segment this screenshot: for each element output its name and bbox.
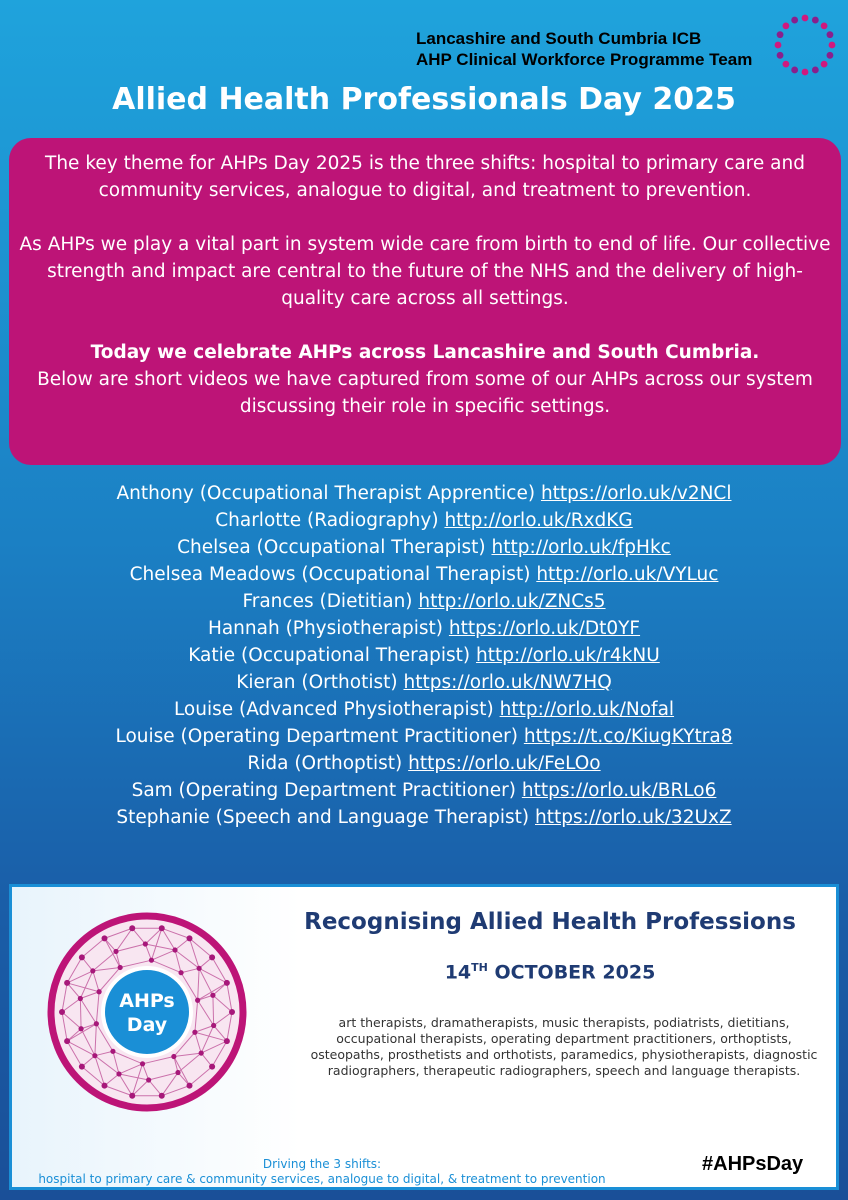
date-day: 14	[444, 961, 472, 984]
list-item	[0, 750, 848, 777]
date-rest: OCTOBER 2025	[487, 961, 656, 984]
video-person: Stephanie (Speech and Language Therapist)	[116, 807, 530, 828]
list-item	[0, 804, 848, 831]
video-link[interactable]: http://orlo.uk/ZNCs5	[418, 591, 606, 612]
list-item	[0, 642, 848, 669]
video-link[interactable]: http://orlo.uk/Nofal	[499, 699, 675, 720]
theme-celebrate: Today we celebrate AHPs across Lancashire and South Cumbria.	[90, 342, 760, 363]
video-person: Anthony (Occupational Therapist Apprentice)	[116, 483, 536, 504]
video-list	[0, 480, 848, 831]
list-item	[0, 669, 848, 696]
video-person: Charlotte (Radiography)	[215, 510, 439, 531]
org-line-1: Lancashire and South Cumbria ICB	[416, 29, 702, 48]
video-person: Kieran (Orthotist)	[236, 672, 398, 693]
org-line-2: AHP Clinical Workforce Programme Team	[416, 50, 753, 69]
video-person: Sam (Operating Department Practitioner)	[131, 780, 516, 801]
video-person: Louise (Operating Department Practitioner)	[115, 726, 518, 747]
video-person: Katie (Occupational Therapist)	[188, 645, 471, 666]
ahps-day-emblem-icon	[42, 907, 252, 1117]
video-person: Chelsea Meadows (Occupational Therapist)	[129, 564, 531, 585]
emblem-line-1: AHPs	[119, 990, 175, 1012]
list-item	[0, 615, 848, 642]
video-link[interactable]: http://orlo.uk/RxdKG	[444, 510, 633, 531]
banner-heading: Recognising Allied Health Professions	[304, 909, 796, 935]
video-person: Rida (Orthoptist)	[247, 753, 403, 774]
video-link[interactable]: https://t.co/KiugKYtra8	[523, 726, 733, 747]
shifts-caption	[22, 1157, 622, 1187]
video-link[interactable]: https://orlo.uk/Dt0YF	[448, 618, 641, 639]
list-item	[0, 561, 848, 588]
theme-paragraph-3: Below are short videos we have captured from some of our AHPs across our system discussing their role in specific settings.	[37, 369, 813, 417]
video-link[interactable]: http://orlo.uk/VYLuc	[536, 564, 719, 585]
list-item	[0, 480, 848, 507]
event-date	[268, 961, 832, 983]
video-person: Louise (Advanced Physiotherapist)	[173, 699, 494, 720]
shifts-line-1: Driving the 3 shifts:	[262, 1157, 382, 1171]
list-item	[0, 588, 848, 615]
video-person: Hannah (Physiotherapist)	[207, 618, 444, 639]
hashtag: #AHPsDay	[702, 1153, 804, 1175]
video-link[interactable]: https://orlo.uk/BRLo6	[521, 780, 717, 801]
video-link[interactable]: https://orlo.uk/32UxZ	[535, 807, 732, 828]
shifts-line-2: hospital to primary care & community services, analogue to digital, & treatment to prevention	[38, 1172, 606, 1186]
video-link[interactable]: https://orlo.uk/NW7HQ	[403, 672, 612, 693]
page-title: Allied Health Professionals Day 2025	[112, 82, 736, 117]
video-link[interactable]: http://orlo.uk/fpHkc	[491, 537, 671, 558]
date-suffix: TH	[471, 961, 488, 974]
theme-paragraph-1: The key theme for AHPs Day 2025 is the three shifts: hospital to primary care and community services, analogue to digital, and treatment to prevention.	[45, 153, 805, 201]
organisation-name	[416, 28, 752, 70]
professions-list: art therapists, dramatherapists, music therapists, podiatrists, dietitians, occupational therapists, operating department practitioners, orthoptists, osteopaths, prosthetists and orthotists, paramedics, physiotherapists, diagnostic radiographers, therapeutic radiographers, speech and language therapists.	[310, 1015, 818, 1078]
video-link[interactable]: https://orlo.uk/v2NCl	[540, 483, 732, 504]
video-link[interactable]: https://orlo.uk/FeLOo	[408, 753, 601, 774]
list-item	[0, 777, 848, 804]
logo-dots-icon	[772, 12, 838, 78]
list-item	[0, 507, 848, 534]
list-item	[0, 534, 848, 561]
theme-panel	[9, 138, 841, 465]
ahps-day-banner	[9, 884, 839, 1190]
list-item	[0, 723, 848, 750]
video-person: Frances (Dietitian)	[242, 591, 413, 612]
theme-paragraph-2: As AHPs we play a vital part in system wide care from birth to end of life. Our collective strength and impact are central to the future of the NHS and the delivery of high-quality care across all settings.	[19, 234, 831, 309]
video-link[interactable]: http://orlo.uk/r4kNU	[476, 645, 660, 666]
list-item	[0, 696, 848, 723]
video-person: Chelsea (Occupational Therapist)	[177, 537, 486, 558]
emblem-line-2: Day	[126, 1014, 168, 1036]
